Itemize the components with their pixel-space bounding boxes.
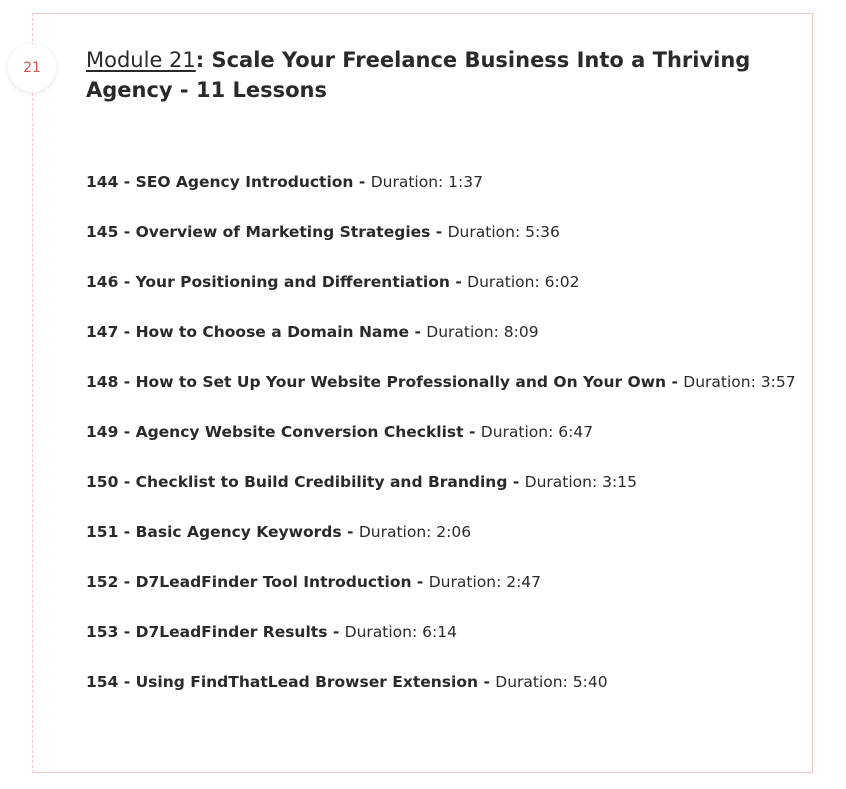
module-number: 21 bbox=[23, 60, 41, 76]
lesson-item bbox=[86, 170, 806, 220]
module-title-text: : Scale Your Freelance Business Into a Thriving Agency - 11 Lessons bbox=[86, 48, 751, 102]
lesson-title: 147 - How to Choose a Domain Name bbox=[86, 323, 410, 341]
lesson-separator: - bbox=[666, 373, 684, 391]
lesson-duration: Duration: 5:36 bbox=[447, 223, 560, 241]
lesson-item bbox=[86, 670, 806, 720]
lesson-item bbox=[86, 220, 806, 270]
lesson-separator: - bbox=[411, 573, 429, 591]
lesson-duration: Duration: 5:40 bbox=[495, 673, 608, 691]
module-title bbox=[86, 45, 786, 105]
lesson-title: 144 - SEO Agency Introduction bbox=[86, 173, 354, 191]
lesson-separator: - bbox=[327, 623, 345, 641]
lesson-title: 152 - D7LeadFinder Tool Introduction bbox=[86, 573, 412, 591]
lesson-duration: Duration: 3:15 bbox=[524, 473, 637, 491]
lesson-title: 148 - How to Set Up Your Website Professionally and On Your Own bbox=[86, 373, 667, 391]
lesson-duration: Duration: 3:57 bbox=[683, 373, 796, 391]
lesson-title: 146 - Your Positioning and Differentiation bbox=[86, 273, 450, 291]
lesson-item bbox=[86, 470, 806, 520]
lesson-item bbox=[86, 520, 806, 570]
lesson-duration: Duration: 6:47 bbox=[480, 423, 594, 441]
lesson-title: 154 - Using FindThatLead Browser Extension bbox=[86, 673, 479, 691]
lesson-separator: - bbox=[507, 473, 525, 491]
lesson-separator: - bbox=[430, 223, 448, 241]
lesson-duration: Duration: 6:02 bbox=[467, 273, 580, 291]
lesson-item bbox=[86, 620, 806, 670]
module-link[interactable]: Module 21 bbox=[86, 48, 196, 72]
module-number-badge bbox=[8, 44, 56, 92]
lesson-title: 151 - Basic Agency Keywords bbox=[86, 523, 342, 541]
lesson-list bbox=[86, 170, 806, 720]
lesson-item bbox=[86, 370, 806, 420]
lesson-separator: - bbox=[341, 523, 359, 541]
lesson-title: 153 - D7LeadFinder Results bbox=[86, 623, 328, 641]
lesson-duration: Duration: 2:47 bbox=[428, 573, 542, 591]
lesson-duration: Duration: 2:06 bbox=[358, 523, 472, 541]
lesson-separator: - bbox=[449, 273, 468, 291]
lesson-item bbox=[86, 270, 806, 320]
lesson-item bbox=[86, 420, 806, 470]
lesson-title: 150 - Checklist to Build Credibility and Branding bbox=[86, 473, 508, 491]
lesson-title: 149 - Agency Website Conversion Checklist bbox=[86, 423, 464, 441]
lesson-title: 145 - Overview of Marketing Strategies bbox=[86, 223, 431, 241]
lesson-separator: - bbox=[409, 323, 427, 341]
lesson-separator: - bbox=[353, 173, 371, 191]
lesson-duration: Duration: 8:09 bbox=[426, 323, 539, 341]
lesson-separator: - bbox=[478, 673, 496, 691]
lesson-item bbox=[86, 320, 806, 370]
lesson-duration: Duration: 6:14 bbox=[344, 623, 457, 641]
lesson-item bbox=[86, 570, 806, 620]
lesson-separator: - bbox=[463, 423, 481, 441]
lesson-duration: Duration: 1:37 bbox=[370, 173, 483, 191]
